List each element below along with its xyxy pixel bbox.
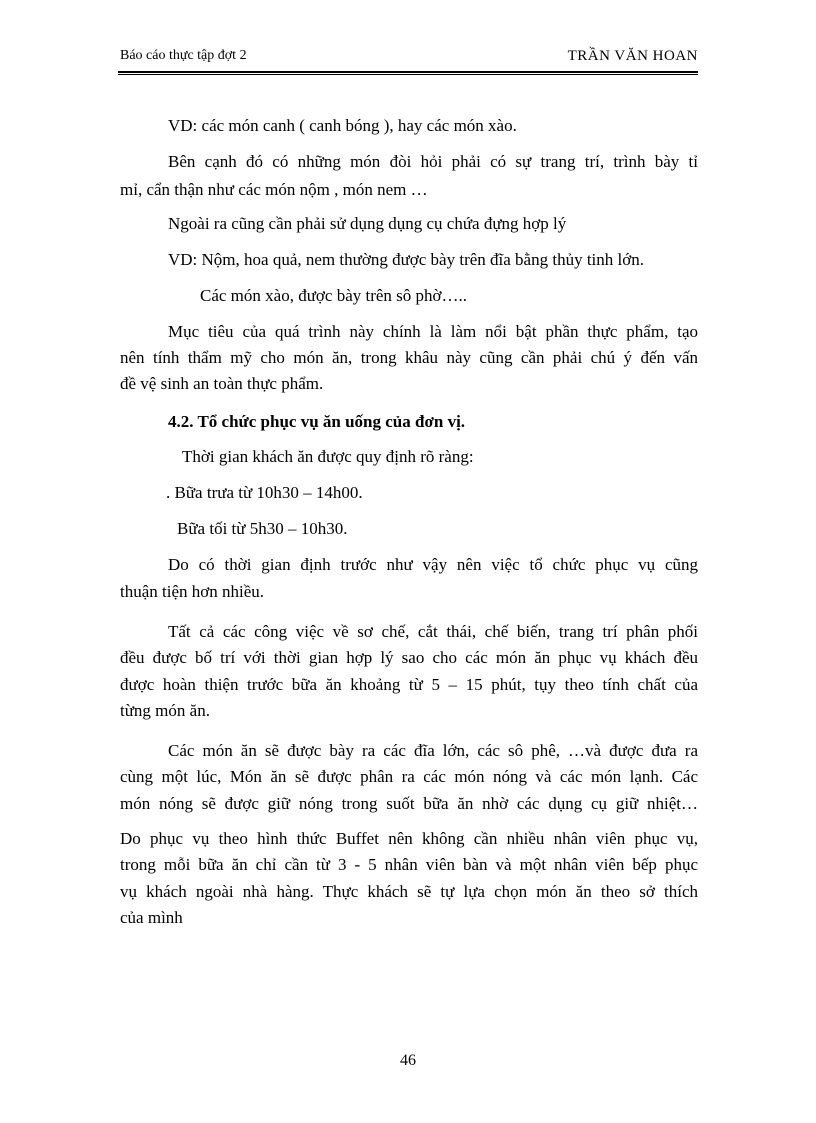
text-line: Các món ăn sẽ được bày ra các đĩa lớn, các sô phê, …và được đưa ra: [168, 741, 698, 760]
text-line: đề vệ sinh an toàn thực phẩm.: [120, 374, 324, 393]
text-line: từng món ăn.: [120, 701, 210, 720]
header-divider: [118, 71, 698, 75]
text-line: Bên cạnh đó có những món đòi hỏi phải có sự trang trí, trình bày tỉ: [168, 152, 698, 171]
text-line: Ngoài ra cũng cần phải sử dụng dụng cụ chứa đựng hợp lý: [168, 214, 567, 233]
text-line: Các món xào, được bày trên sô phờ…..: [200, 286, 468, 305]
text-line: được hoàn thiện trước bữa ăn khoảng từ 5 – 15 phút, tụy theo tính chất của: [120, 675, 698, 694]
text-line: Do có thời gian định trước như vậy nên việc tổ chức phục vụ cũng: [168, 555, 698, 574]
text-line: đều được bố trí với thời gian hợp lý sao cho các món ăn phục vụ khách đều: [120, 648, 698, 667]
text-line: trong mỗi bữa ăn chỉ cần từ 3 - 5 nhân viên bàn và một nhân viên bếp phục: [120, 855, 698, 874]
text-line: Mục tiêu của quá trình này chính là làm nổi bật phần thực phẩm, tạo: [168, 322, 698, 341]
text-line: Bữa tối từ 5h30 – 10h30.: [177, 519, 348, 538]
page-number: 46: [400, 1052, 416, 1069]
text-line: cùng một lúc, Món ăn sẽ được phân ra các món nóng và các món lạnh. Các: [120, 767, 698, 786]
text-line: Do phục vụ theo hình thức Buffet nên không cần nhiều nhân viên phục vụ,: [120, 829, 698, 848]
text-line: VD: Nộm, hoa quả, nem thường được bày trên đĩa bằng thủy tinh lớn.: [168, 250, 644, 269]
text-line: Tất cả các công việc về sơ chế, cắt thái, chế biến, trang trí phân phối: [168, 622, 698, 641]
header-author-name: TRẦN VĂN HOAN: [567, 48, 698, 64]
text-line: món nóng sẽ được giữ nóng trong suốt bữa ăn nhờ các dụng cụ giữ nhiệt…: [120, 794, 698, 813]
text-line: . Bữa trưa từ 10h30 – 14h00.: [166, 483, 363, 502]
text-line: Thời gian khách ăn được quy định rõ ràng:: [182, 447, 474, 466]
text-line: nên tính thẩm mỹ cho món ăn, trong khâu này cũng cần phải chú ý đến vấn: [120, 348, 698, 367]
text-line: vụ khách ngoài nhà hàng. Thực khách sẽ tự lựa chọn món ăn theo sở thích: [120, 882, 698, 901]
text-line: mỉ, cẩn thận như các món nộm , món nem …: [120, 180, 428, 199]
text-line: của mình: [120, 908, 183, 927]
header-report-title: Báo cáo thực tập đợt 2: [120, 48, 247, 63]
section-heading: 4.2. Tổ chức phục vụ ăn uống của đơn vị.: [168, 412, 466, 431]
page-header: [120, 48, 698, 70]
text-line: thuận tiện hơn nhiều.: [120, 582, 265, 601]
text-line: VD: các món canh ( canh bóng ), hay các món xào.: [168, 116, 517, 135]
